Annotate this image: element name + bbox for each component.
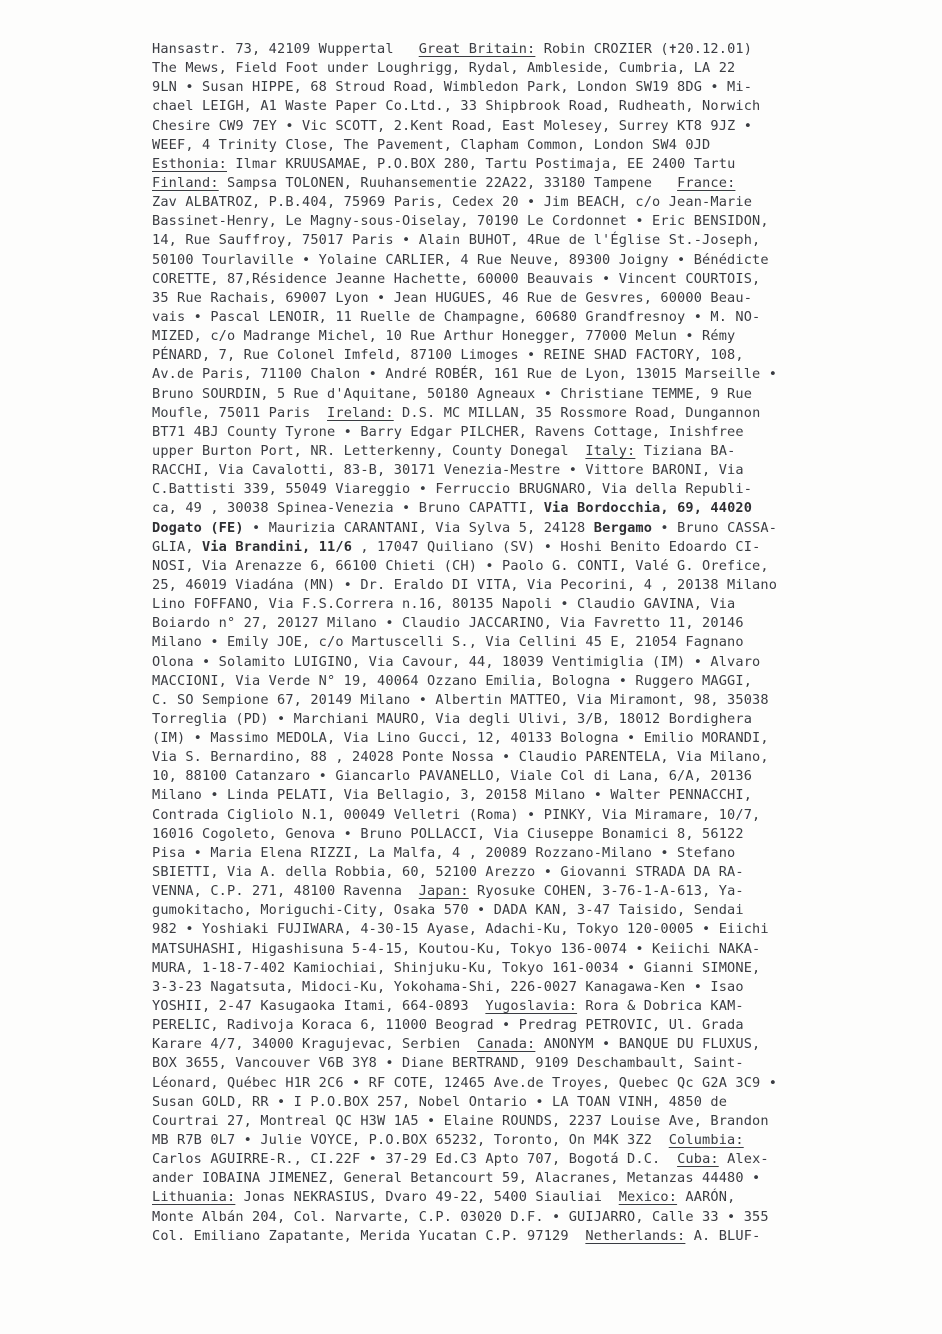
text-segment: (IM) • Massimo MEDOLA, Via Lino Gucci, 12, 40133 Bologna • Emilio MORANDI,: [152, 730, 769, 747]
text-segment: Hansastr. 73, 42109 Wuppertal: [152, 41, 419, 57]
text-segment: Torreglia (PD) • Marchiani MAURO, Via degli Ulivi, 3/B, 18012 Bordighera: [152, 710, 753, 727]
text-line: [152, 40, 942, 59]
text-segment: 982 • Yoshiaki FUJIWARA, 4-30-15 Ayase, Adachi-Ku, Tokyo 120-0005 • Eiichi: [152, 921, 769, 938]
text-segment: 9LN • Susan HIPPE, 68 Stroud Road, Wimbledon Park, London SW19 8DG • Mi-: [152, 79, 753, 96]
text-segment: • Maurizia CARANTANI, Via Sylva 5, 24128: [243, 519, 594, 536]
country-heading: Ireland:: [327, 404, 394, 421]
text-line: [152, 442, 942, 461]
text-segment: 35 Rue Rachais, 69007 Lyon • Jean HUGUES, 46 Rue de Gesvres, 60000 Beau-: [152, 289, 753, 306]
text-line: [152, 365, 942, 384]
text-segment: Lino FOFFANO, Via F.S.Correra n.16, 80135 Napoli • Claudio GAVINA, Via: [152, 596, 736, 613]
text-segment: VENNA, C.P. 271, 48100 Ravenna: [152, 883, 419, 900]
country-heading: Mexico:: [618, 1189, 678, 1206]
text-segment: Via Bordocchia, 69, 44020: [543, 500, 753, 517]
text-segment: ANONYM • BANQUE DU FLUXUS,: [535, 1036, 761, 1053]
text-segment: Robin CROZIER (✝20.12.01): [535, 41, 753, 57]
text-line: [152, 1016, 942, 1035]
text-line: [152, 423, 942, 442]
text-segment: RACCHI, Via Cavalotti, 83-B, 30171 Venezia-Mestre • Vittore BARONI, Via: [152, 462, 744, 479]
text-segment: Susan GOLD, RR • I P.O.BOX 257, Nobel Ontario • LA TOAN VINH, 4850 de: [152, 1093, 728, 1110]
text-segment: Léonard, Québec H1R 2C6 • RF COTE, 12465 Ave.de Troyes, Quebec Qc G2A 3C9 •: [152, 1074, 778, 1091]
text-line: [152, 193, 942, 212]
text-line: [152, 155, 942, 174]
text-line: [152, 767, 942, 786]
address-list: [152, 40, 942, 1246]
text-line: [152, 576, 942, 595]
country-heading: France:: [677, 174, 736, 191]
country-heading: Lithuania:: [152, 1189, 236, 1206]
text-segment: PÉNARD, 7, Rue Colonel Imfeld, 87100 Limoges • REINE SHAD FACTORY, 108,: [152, 347, 744, 364]
text-segment: Milano • Linda PELATI, Via Bellagio, 3, 20158 Milano • Walter PENNACCHI,: [152, 787, 753, 804]
text-line: [152, 557, 942, 576]
country-heading: Japan:: [418, 883, 469, 900]
text-segment: Via S. Bernardino, 88 , 24028 Ponte Nossa • Claudio PARENTELA, Via Milano,: [152, 749, 769, 766]
text-line: [152, 289, 942, 308]
text-segment: NOSI, Via Arenazze 6, 66100 Chieti (CH) • Paolo G. CONTI, Valé G. Orefice,: [152, 557, 769, 574]
text-segment: A. BLUF-: [685, 1227, 761, 1244]
text-line: [152, 136, 942, 155]
country-heading: Netherlands:: [585, 1227, 686, 1244]
text-segment: BOX 3655, Vancouver V6B 3Y8 • Diane BERTRAND, 9109 Deschambault, Saint-: [152, 1055, 744, 1072]
text-segment: Col. Emiliano Zapatante, Merida Yucatan C.P. 97129: [152, 1227, 586, 1244]
text-line: [152, 710, 942, 729]
text-segment: Chesire CW9 7EY • Vic SCOTT, 2.Kent Road, East Molesey, Surrey KT8 9JZ •: [152, 117, 753, 134]
text-segment: chael LEIGH, A1 Waste Paper Co.Ltd., 33 Shipbrook Road, Rudheath, Norwich: [152, 98, 761, 115]
text-line: [152, 117, 942, 136]
text-line: [152, 1093, 942, 1112]
text-segment: Alex-: [718, 1151, 769, 1168]
text-line: [152, 327, 942, 346]
text-segment: Sampsa TOLONEN, Ruuhansementie 22A22, 33180 Tampene: [218, 174, 678, 191]
text-segment: MACCIONI, Via Verde N° 19, 40064 Ozzano Emilia, Bologna • Ruggero MAGGI,: [152, 672, 753, 689]
text-segment: 50100 Tourlaville • Yolaine CARLIER, 4 Rue Neuve, 89300 Joigny • Bénédicte: [152, 251, 769, 268]
text-segment: 16016 Cogoleto, Genova • Bruno POLLACCI, Via Ciuseppe Bonamici 8, 56122: [152, 825, 744, 842]
text-line: [152, 346, 942, 365]
text-line: [152, 174, 942, 193]
text-segment: C. SO Sempione 67, 20149 Milano • Albertin MATTEO, Via Miramont, 98, 35038: [152, 691, 769, 708]
text-line: [152, 251, 942, 270]
text-line: [152, 461, 942, 480]
text-line: [152, 404, 942, 423]
text-line: [152, 844, 942, 863]
text-line: [152, 499, 942, 518]
text-line: [152, 653, 942, 672]
text-segment: 3-3-23 Nagatsuta, Midoci-Ku, Yokohama-Shi, 226-0027 Kanagawa-Ken • Isao: [152, 978, 744, 995]
text-segment: Bergamo: [593, 519, 653, 536]
text-segment: Tiziana BA-: [635, 442, 736, 459]
country-heading: Canada:: [477, 1036, 536, 1053]
country-heading: Yugoslavia:: [485, 998, 578, 1015]
text-segment: Zav ALBATROZ, P.B.404, 75969 Paris, Cedex 20 • Jim BEACH, c/o Jean-Marie: [152, 194, 753, 211]
country-heading: Great Britain:: [418, 41, 536, 57]
text-segment: GLIA,: [152, 538, 203, 555]
text-segment: Bruno SOURDIN, 5 Rue d'Aquitane, 50180 Agneaux • Christiane TEMME, 9 Rue: [152, 385, 753, 402]
text-line: [152, 997, 942, 1016]
text-segment: , 17047 Quiliano (SV) • Hoshi Benito Edoardo CI-: [352, 538, 761, 555]
text-line: [152, 920, 942, 939]
text-line: [152, 1035, 942, 1054]
text-line: [152, 1188, 942, 1207]
country-heading: Cuba:: [677, 1151, 719, 1168]
text-line: [152, 538, 942, 557]
text-line: [152, 1227, 942, 1246]
text-segment: Carlos AGUIRRE-R., CI.22F • 37-29 Ed.C3 Apto 707, Bogotá D.C.: [152, 1151, 678, 1168]
text-segment: Moufle, 75011 Paris: [152, 404, 328, 421]
text-line: [152, 863, 942, 882]
text-line: [152, 595, 942, 614]
text-line: [152, 882, 942, 901]
text-line: [152, 1112, 942, 1131]
text-segment: Jonas NEKRASIUS, Dvaro 49-22, 5400 Siauliai: [235, 1189, 619, 1206]
text-segment: 10, 88100 Catanzaro • Giancarlo PAVANELLO, Viale Col di Lana, 6/A, 20136: [152, 768, 753, 785]
text-segment: upper Burton Port, NR. Letterkenny, County Donegal: [152, 442, 586, 459]
text-line: [152, 97, 942, 116]
text-segment: MURA, 1-18-7-402 Kamiochiai, Shinjuku-Ku, Tokyo 161-0034 • Gianni SIMONE,: [152, 959, 761, 976]
text-segment: • Bruno CASSA-: [652, 519, 778, 536]
text-segment: BT71 4BJ County Tyrone • Barry Edgar PILCHER, Ravens Cottage, Inishfree: [152, 423, 744, 440]
text-segment: D.S. MC MILLAN, 35 Rossmore Road, Dungannon: [393, 404, 761, 421]
country-heading: Italy:: [585, 442, 636, 459]
text-line: [152, 786, 942, 805]
country-heading: Columbia:: [668, 1132, 744, 1149]
text-line: [152, 959, 942, 978]
text-segment: Via Brandini, 11/6: [202, 538, 353, 555]
text-line: [152, 1131, 942, 1150]
text-line: [152, 748, 942, 767]
text-line: [152, 691, 942, 710]
text-line: [152, 78, 942, 97]
text-segment: Ilmar KRUUSAMAE, P.O.BOX 280, Tartu Postimaja, EE 2400 Tartu: [227, 155, 736, 172]
text-segment: 14, Rue Sauffroy, 75017 Paris • Alain BUHOT, 4Rue de l'Église St.-Joseph,: [152, 232, 761, 249]
text-segment: Bassinet-Henry, Le Magny-sous-Oiselay, 70190 Le Cordonnet • Eric BENSIDON,: [152, 213, 769, 230]
text-segment: Pisa • Maria Elena RIZZI, La Malfa, 4 , 20089 Rozzano-Milano • Stefano: [152, 844, 736, 861]
text-segment: MIZED, c/o Madrange Michel, 10 Rue Arthur Honegger, 77000 Melun • Rémy: [152, 328, 736, 345]
text-segment: gumokitacho, Moriguchi-City, Osaka 570 • DADA KAN, 3-47 Taisido, Sendai: [152, 902, 744, 919]
text-line: [152, 1074, 942, 1093]
text-segment: CORETTE, 87,Résidence Jeanne Hachette, 60000 Beauvais • Vincent COURTOIS,: [152, 270, 761, 287]
text-line: [152, 1150, 942, 1169]
text-line: [152, 940, 942, 959]
text-line: [152, 1054, 942, 1073]
text-segment: Contrada Cigliolo N.1, 00049 Velletri (Roma) • PINKY, Via Miramare, 10/7,: [152, 806, 761, 823]
text-line: [152, 978, 942, 997]
text-line: [152, 59, 942, 78]
text-segment: Milano • Emily JOE, c/o Martuscelli S., Via Cellini 45 E, 21054 Fagnano: [152, 634, 744, 651]
text-line: [152, 1169, 942, 1188]
text-segment: 25, 46019 Viadána (MN) • Dr. Eraldo DI VITA, Via Pecorini, 4 , 20138 Milano: [152, 576, 778, 593]
text-segment: PERELIC, Radivoja Koraca 6, 11000 Beograd • Predrag PETROVIC, Ul. Grada: [152, 1017, 744, 1034]
text-line: [152, 901, 942, 920]
text-segment: ander IOBAINA JIMENEZ, General Betancourt 59, Alacranes, Metanzas 44480 •: [152, 1170, 761, 1187]
text-segment: Courtrai 27, Montreal QC H3W 1A5 • Elaine ROUNDS, 2237 Louise Ave, Brandon: [152, 1112, 769, 1129]
text-segment: Dogato (FE): [152, 519, 244, 536]
text-line: [152, 1208, 942, 1227]
text-segment: SBIETTI, Via A. della Robbia, 60, 52100 Arezzo • Giovanni STRADA DA RA-: [152, 864, 744, 881]
country-heading: Esthonia:: [152, 155, 228, 172]
text-line: [152, 480, 942, 499]
text-line: [152, 308, 942, 327]
text-segment: C.Battisti 339, 55049 Viareggio • Ferruccio BRUGNARO, Via della Republi-: [152, 481, 753, 498]
text-line: [152, 231, 942, 250]
text-line: [152, 825, 942, 844]
text-segment: Boiardo n° 27, 20127 Milano • Claudio JACCARINO, Via Favretto 11, 20146: [152, 615, 744, 632]
text-segment: The Mews, Field Foot under Loughrigg, Rydal, Ambleside, Cumbria, LA 22: [152, 60, 736, 77]
text-segment: MATSUHASHI, Higashisuna 5-4-15, Koutou-Ku, Tokyo 136-0074 • Keiichi NAKA-: [152, 940, 761, 957]
text-segment: ca, 49 , 30038 Spinea-Venezia • Bruno CAPATTI,: [152, 500, 544, 517]
text-segment: Monte Albán 204, Col. Narvarte, C.P. 03020 D.F. • GUIJARRO, Calle 33 • 355: [152, 1208, 769, 1225]
text-segment: Olona • Solamito LUIGINO, Via Cavour, 44, 18039 Ventimiglia (IM) • Alvaro: [152, 653, 761, 670]
text-segment: vais • Pascal LENOIR, 11 Ruelle de Champagne, 60680 Grandfresnoy • M. NO-: [152, 308, 761, 325]
text-segment: Rora & Dobrica KAM-: [577, 998, 744, 1015]
text-line: [152, 806, 942, 825]
text-segment: AARÓN,: [677, 1189, 736, 1206]
text-segment: WEEF, 4 Trinity Close, The Pavement, Clapham Common, London SW4 0JD: [152, 136, 711, 153]
text-line: [152, 729, 942, 748]
text-line: [152, 614, 942, 633]
text-segment: MB R7B 0L7 • Julie VOYCE, P.O.BOX 65232, Toronto, On M4K 3Z2: [152, 1132, 669, 1149]
text-segment: YOSHII, 2-47 Kasugaoka Itami, 664-0893: [152, 998, 486, 1015]
text-line: [152, 672, 942, 691]
text-line: [152, 212, 942, 231]
country-heading: Finland:: [152, 174, 219, 191]
text-line: [152, 270, 942, 289]
text-line: [152, 385, 942, 404]
text-segment: Ryosuke COHEN, 3-76-1-A-613, Ya-: [468, 883, 744, 900]
text-segment: Karare 4/7, 34000 Kragujevac, Serbien: [152, 1036, 478, 1053]
text-line: [152, 633, 942, 652]
text-segment: Av.de Paris, 71100 Chalon • André ROBÉR, 161 Rue de Lyon, 13015 Marseille •: [152, 366, 778, 383]
text-line: [152, 519, 942, 538]
